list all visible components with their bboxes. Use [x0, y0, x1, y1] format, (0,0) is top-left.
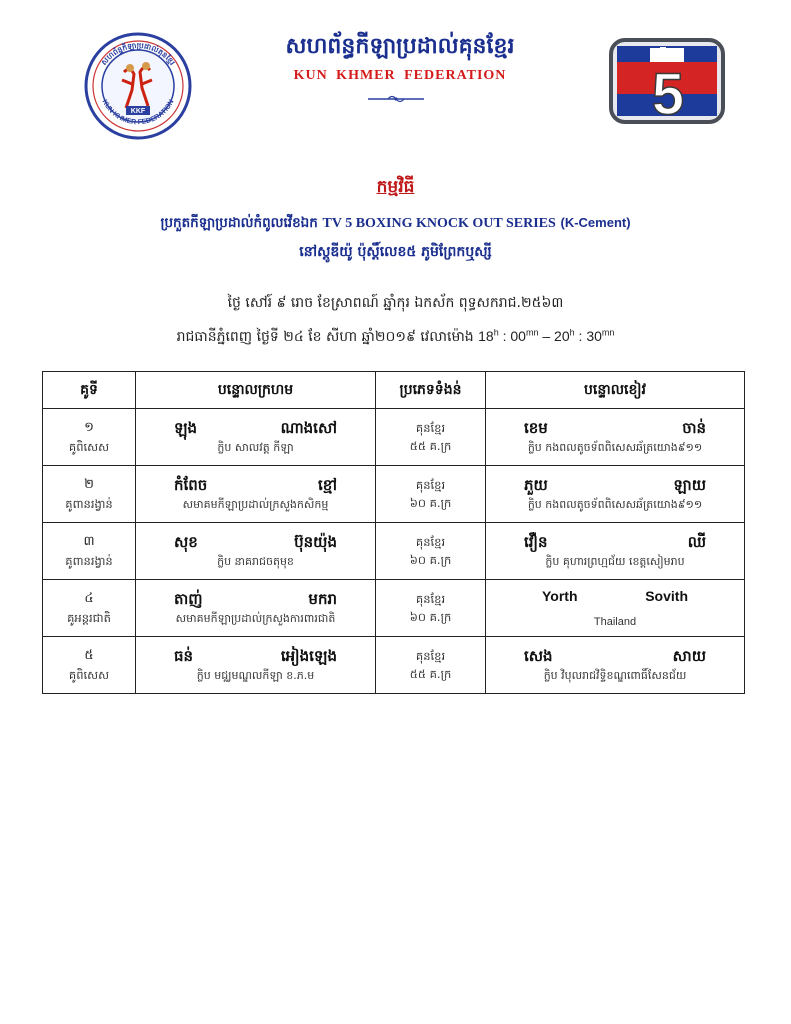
- red-last-name: អៀងឡេង: [280, 647, 337, 665]
- bout-number-cell: [43, 466, 136, 523]
- program-title: កម្មវិធី: [376, 177, 415, 197]
- header-weight-class: ប្រភេទទំងន់: [376, 372, 486, 409]
- table-header-row: [43, 372, 745, 409]
- weight-class: ៦០ គ.ក្រ: [409, 610, 452, 624]
- tv5-logo-icon: [608, 36, 726, 126]
- bout-number-cell: [43, 580, 136, 637]
- weight-cell: [376, 523, 486, 580]
- red-corner-cell: [136, 580, 376, 637]
- red-club: សមាគមកីឡាប្រដាល់ក្រសួងការពារជាតិ: [175, 612, 336, 625]
- header-red-corner: បន្ទោលក្រហម: [136, 372, 376, 409]
- weight-cell: [376, 580, 486, 637]
- blue-corner-cell: [486, 466, 745, 523]
- red-corner-cell: [136, 409, 376, 466]
- date-time-line: រាជធានីភ្នំពេញ ថ្ងៃទី ២៤ ខែ សីហា ឆ្នាំ២០១៩ វេលាម៉ោង 18$^h$ : $00^{mn} - 20^h$ : $30^{mn}$: [176, 327, 615, 345]
- weight-class: ៥៥ គ.ក្រ: [409, 439, 452, 453]
- red-last-name: ប៊ុនយ៉ុង: [294, 533, 337, 551]
- red-corner-cell: [136, 523, 376, 580]
- blue-club: ក្លិប គុហារព្រហ្មជ័យ ខេត្តសៀមរាប: [545, 555, 685, 568]
- red-first-name: សុខ: [174, 533, 198, 551]
- blue-club: ក្លិប កងពលតូចទ័ពពិសេសឆ័ត្រយោង៩១១: [527, 498, 703, 511]
- blue-last-name: Sovith: [645, 588, 688, 604]
- red-last-name: ខ្មៅ: [317, 476, 337, 494]
- date-time-prefix: រាជធានីភ្នំពេញ ថ្ងៃទី ២៤ ខែ សីហា ឆ្នាំ២០១៩ វេលាម៉ោង: [176, 329, 474, 345]
- table-row: [43, 409, 745, 466]
- table-row: [43, 466, 745, 523]
- kkf-logo-bottom-text: KUN KHMER FEDERATION: [100, 98, 176, 127]
- bout-category: គូអន្តរជាតិ: [67, 611, 111, 625]
- bout-no: ៥: [84, 648, 94, 663]
- time-end-min: 30: [586, 328, 602, 344]
- weight-class: ៦០ គ.ក្រ: [409, 553, 452, 567]
- weight-cell: [376, 466, 486, 523]
- bouts-table: [42, 371, 745, 694]
- kkf-initials: KKF: [130, 108, 146, 115]
- bout-category: គូពិសេស: [68, 440, 110, 454]
- red-corner-cell: [136, 466, 376, 523]
- event-title-kh: ប្រកួតកីឡាប្រដាល់កំពូលវើខឯក: [160, 215, 318, 231]
- table-row: [43, 523, 745, 580]
- blue-club: ក្លិប វិបុលរាជវិទ្ទិខណ្ឌពោធិ៍សែនជ័យ: [543, 669, 687, 682]
- red-club: ក្លិប នាគរាជចតុមុខ: [217, 555, 294, 568]
- red-club: ក្លិប សាលវត្ត កីឡា: [217, 441, 294, 454]
- red-corner-cell: [136, 637, 376, 694]
- blue-last-name: ឈី: [687, 533, 706, 551]
- bout-number-cell: [43, 637, 136, 694]
- blue-first-name: ខេម: [524, 419, 548, 437]
- blue-corner-cell: [486, 580, 745, 637]
- event-title-en: TV 5 BOXING KNOCK OUT SERIES: [322, 216, 556, 231]
- kkf-logo-top-text: សហព័ន្ធកីឡាប្រដាល់គុនខ្មែរ: [99, 40, 177, 67]
- weight-class: ៦០ គ.ក្រ: [409, 496, 452, 510]
- event-title: [40, 214, 751, 234]
- header-bout-no: គូទី: [43, 372, 136, 409]
- red-first-name: តាញ់: [174, 590, 203, 608]
- bout-number-cell: [43, 409, 136, 466]
- blue-corner-cell: [486, 637, 745, 694]
- blue-first-name: Yorth: [542, 588, 578, 604]
- red-last-name: មករា: [308, 590, 337, 608]
- red-first-name: កំពែច: [174, 476, 208, 494]
- time-start-min: 00: [510, 328, 526, 344]
- blue-last-name: សាយ: [672, 647, 706, 665]
- time-start-hour: 18: [478, 328, 494, 344]
- kkf-emblem-icon: [84, 32, 192, 140]
- blue-first-name: វឿន: [524, 533, 548, 551]
- federation-name-kh: សហព័ន្ធកីឡាប្រដាល់គុនខ្មែរ: [285, 33, 515, 59]
- ornament-divider-icon: [366, 93, 426, 105]
- bout-no: ៤: [84, 591, 94, 606]
- blue-corner-cell: [486, 409, 745, 466]
- bout-no: ១: [84, 420, 94, 435]
- blue-club: Thailand: [593, 616, 637, 628]
- red-first-name: ឡុង: [174, 419, 198, 437]
- fight-style: គុនខ្មែរ: [415, 478, 446, 492]
- blue-last-name: ឡាយ: [673, 476, 706, 494]
- red-last-name: ណាងសៅ: [280, 419, 337, 437]
- fight-style: គុនខ្មែរ: [415, 535, 446, 549]
- bout-no: ៣: [83, 534, 95, 549]
- lunar-date-line: ថ្ងៃ សៅរ៍ ៩ រោច ខែស្រាពណ៍ ឆ្នាំកុរ ឯកស័ក ពុទ្ធសករាជ.២៥៦៣: [227, 295, 564, 311]
- fight-style: គុនខ្មែរ: [415, 592, 446, 606]
- venue-title: នៅស្ដូឌីយ៉ូ ប៉ុស្តិ៍លេខ៥ ភូមិព្រែកឬស្សី: [299, 244, 492, 260]
- blue-last-name: ចាន់: [682, 419, 706, 437]
- bout-category: គូពិសេស: [68, 668, 110, 682]
- bout-category: គូពានរង្វាន់: [65, 554, 113, 568]
- tv5-logo-number: 5: [651, 62, 685, 126]
- federation-name-en: KUN KHMER FEDERATION: [293, 68, 507, 83]
- blue-first-name: សេង: [524, 647, 553, 665]
- table-row: [43, 637, 745, 694]
- header-blue-corner: បន្ទោលខៀវ: [486, 372, 745, 409]
- bout-number-cell: [43, 523, 136, 580]
- red-first-name: ធន់: [174, 647, 194, 665]
- time-end-hour: 20: [554, 328, 570, 344]
- bout-category: គូពានរង្វាន់: [65, 497, 113, 511]
- fight-style: គុនខ្មែរ: [415, 421, 446, 435]
- blue-corner-cell: [486, 523, 745, 580]
- weight-cell: [376, 637, 486, 694]
- bout-no: ២: [84, 477, 94, 492]
- fight-style: គុនខ្មែរ: [415, 649, 446, 663]
- blue-club: ក្លិប កងពលតូចទ័ពពិសេសឆ័ត្រយោង៩១១: [527, 441, 703, 454]
- event-sponsor: (K-Cement): [560, 215, 631, 230]
- red-club: ក្លិប មជ្ឈមណ្ឌលកីឡា ខ.ភ.ម: [196, 669, 315, 682]
- blue-first-name: ភួយ: [524, 476, 548, 494]
- red-club: សមាគមកីឡាប្រដាល់ក្រសួងកសិកម្ម: [182, 498, 329, 511]
- weight-cell: [376, 409, 486, 466]
- weight-class: ៥៥ គ.ក្រ: [409, 667, 452, 681]
- table-row: [43, 580, 745, 637]
